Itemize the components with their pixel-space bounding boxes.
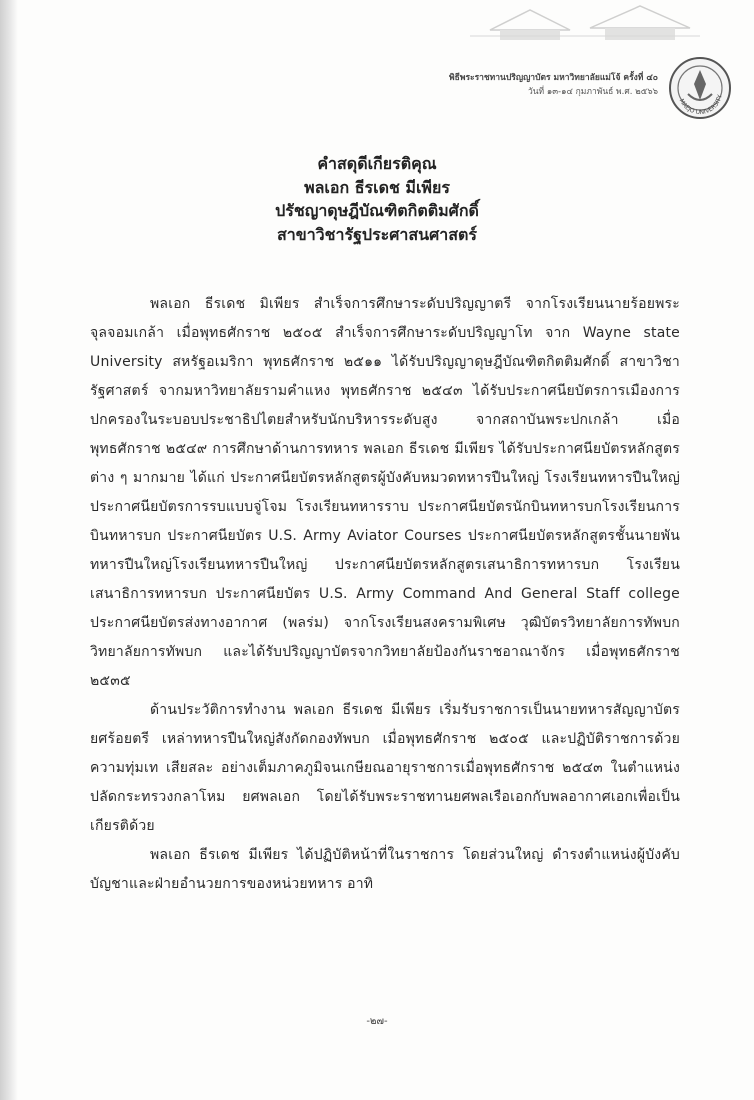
title-line-eulogy: คำสดุดีเกียรติคุณ	[317, 154, 437, 173]
title-line-name: พลเอก ธีรเดช มีเพียร	[304, 177, 450, 197]
document-body	[90, 290, 680, 899]
university-seal-logo	[668, 56, 732, 120]
paragraph-career: ด้านประวัติการทำงาน พลเอก ธีรเดช มีเพียร เริ่มรับราชการเป็นนายทหารสัญญาบัตรยศร้อยตรี เหล่าทหารปืนใหญ่สังกัดกองทัพบก เมื่อพุทธศักราช ๒๕๐๕ และปฏิบัติราชการด้วยความทุ่มเท เสียสละ อย่างเต็มภาคภูมิจนเกษียณอายุราชการเมื่อพุทธศักราช ๒๕๔๓ ในตำแหน่งปลัดกระทรวงกลาโหม ยศพลเอก โดยได้รับพระราชทานยศพลเรือเอกกับพลอากาศเอกเพื่อเป็นเกียรติด้วย	[90, 702, 680, 834]
document-title	[0, 152, 754, 246]
ceremony-title: พิธีพระราชทานปริญญาบัตร มหาวิทยาลัยแม่โจ้ ครั้งที่ ๔๐	[449, 73, 658, 83]
campus-building-watermark	[470, 0, 700, 40]
page-number: -๒๗-	[366, 1016, 388, 1027]
ceremony-date: วันที่ ๑๓-๑๔ กุมภาพันธ์ พ.ศ. ๒๕๖๖	[527, 87, 658, 97]
paragraph-education: พลเอก ธีรเดช มิเพียร สำเร็จการศึกษาระดับปริญญาตรี จากโรงเรียนนายร้อยพระจุลจอมเกล้า เมื่อพุทธศักราช ๒๕๐๕ สำเร็จการศึกษาระดับปริญญาโท จาก Wayne state University สหรัฐอเมริกา พุทธศักราช ๒๕๑๑ ได้รับปริญญาดุษฎีบัณฑิตกิตติมศักดิ์ สาขาวิชารัฐศาสตร์ จากมหาวิทยาลัยรามคำแหง พุทธศักราช ๒๕๔๓ ได้รับประกาศนียบัตรการเมืองการปกครองในระบอบประชาธิปไตยสำหรับนักบริหารระดับสูง จากสถาบันพระปกเกล้า เมื่อพุทธศักราช ๒๕๔๙ การศึกษาด้านการทหาร พลเอก ธีรเดช มีเพียร ได้รับประกาศนียบัตรหลักสูตรต่าง ๆ มากมาย ได้แก่ ประกาศนียบัตรหลักสูตรผู้บังคับหมวดทหารปืนใหญ่ โรงเรียนทหารปืนใหญ่ ประกาศนียบัตรการรบแบบจู่โจม โรงเรียนทหารราบ ประกาศนียบัตรนักบินทหารบกโรงเรียนการบินทหารบก ประกาศนียบัตร U.S. Army Aviator Courses ประกาศนียบัตรหลักสูตรชั้นนายพันทหารปืนใหญ่โรงเรียนทหารปืนใหญ่ ประกาศนียบัตรหลักสูตรเสนาธิการทหารบก โรงเรียนเสนาธิการทหารบก ประกาศนียบัตร U.S. Army Command And General Staff college ประกาศนียบัตรส่งทางอากาศ (พลร่ม) จากโรงเรียนสงครามพิเศษ วุฒิบัตรวิทยาลัยการทัพบก วิทยาลัยการทัพบก และได้รับปริญญาบัตรจากวิทยาลัยป้องกันราชอาณาจักร เมื่อพุทธศักราช ๒๕๓๕	[90, 296, 680, 689]
paragraph-positions: พลเอก ธีรเดช มีเพียร ได้ปฏิบัติหน้าที่ในราชการ โดยส่วนใหญ่ ดำรงตำแหน่งผู้บังคับบัญชาและฝ่ายอำนวยการของหน่วยทหาร อาทิ	[90, 847, 680, 892]
title-line-degree: ปรัชญาดุษฎีบัณฑิตกิตติมศักดิ์	[275, 201, 479, 220]
ceremony-header	[449, 71, 658, 99]
title-line-field: สาขาวิชารัฐประศาสนศาสตร์	[277, 224, 477, 244]
svg-text:MAEJO UNIVERSITY: MAEJO UNIVERSITY	[677, 94, 724, 117]
